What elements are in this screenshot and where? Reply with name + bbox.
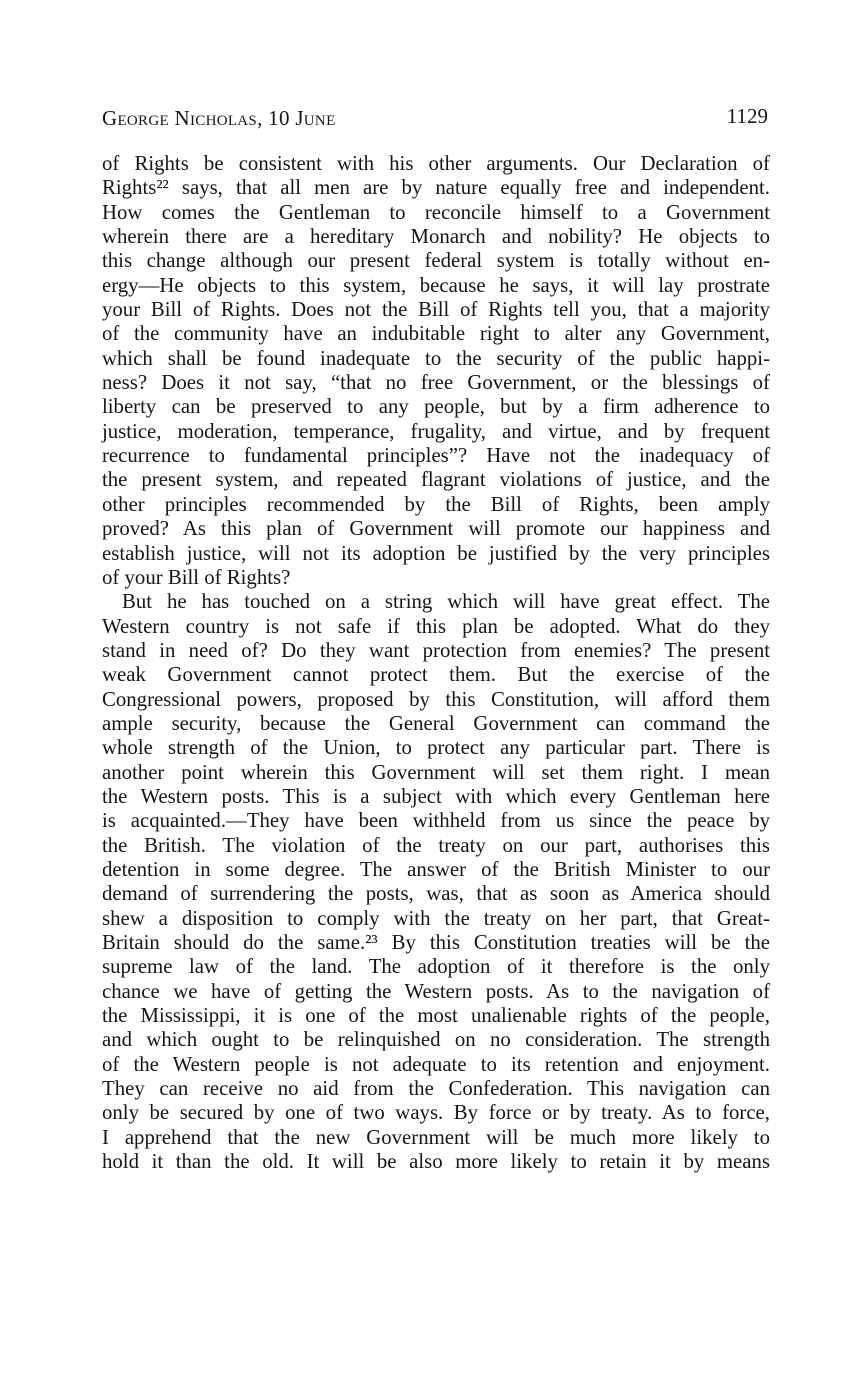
text-line: recurrence to fundamental principles”? Have not the inadequacy of xyxy=(102,444,770,468)
text-line: Congressional powers, proposed by this Constitution, will afford them xyxy=(102,687,770,711)
text-line: supreme law of the land. The adoption of it therefore is the only xyxy=(102,955,770,979)
paragraph-2 xyxy=(102,590,770,1174)
text-line: the Western posts. This is a subject with which every Gentleman here xyxy=(102,784,770,808)
text-line: Britain should do the same.²³ By this Constitution treaties will be the xyxy=(102,931,770,954)
text-line: of Rights be consistent with his other arguments. Our Declaration of xyxy=(102,152,770,175)
text-line: is acquainted.—They have been withheld from us since the peace by xyxy=(102,809,770,833)
text-line: this change although our present federal system is totally without en- xyxy=(102,249,770,273)
text-line: which shall be found inadequate to the security of the public happi- xyxy=(102,346,770,370)
text-line: Rights²² says, that all men are by nature equally free and independent. xyxy=(102,176,770,200)
body-text xyxy=(102,152,770,1174)
text-line: They can receive no aid from the Confederation. This navigation can xyxy=(102,1077,770,1101)
running-head xyxy=(102,106,768,136)
text-line: whole strength of the Union, to protect any particular part. There is xyxy=(102,736,770,760)
text-line: of the Western people is not adequate to its retention and enjoyment. xyxy=(102,1052,770,1076)
text-line: liberty can be preserved to any people, but by a firm adherence to xyxy=(102,395,770,419)
text-line: Western country is not safe if this plan be adopted. What do they xyxy=(102,614,770,638)
text-line: shew a disposition to comply with the treaty on her part, that Great- xyxy=(102,906,770,930)
text-line: and which ought to be relinquished on no consideration. The strength xyxy=(102,1028,770,1052)
text-line: your Bill of Rights. Does not the Bill of Rights tell you, that a majority xyxy=(102,298,770,322)
paragraph-1 xyxy=(102,152,770,590)
text-line: How comes the Gentleman to reconcile himself to a Government xyxy=(102,200,770,224)
page-number: 1129 xyxy=(726,104,768,128)
text-line: the British. The violation of the treaty on our part, authorises this xyxy=(102,833,770,857)
text-line: ness? Does it not say, “that no free Government, or the blessings of xyxy=(102,371,770,395)
text-line: hold it than the old. It will be also more likely to retain it by means xyxy=(102,1150,770,1174)
text-line: ergy—He objects to this system, because he says, it will lay prostrate xyxy=(102,273,770,297)
text-line: chance we have of getting the Western posts. As to the navigation of xyxy=(102,979,770,1003)
text-line: detention in some degree. The answer of the British Minister to our xyxy=(102,857,770,881)
text-line: weak Government cannot protect them. But the exercise of the xyxy=(102,663,770,687)
text-line: the Mississippi, it is one of the most unalienable rights of the people, xyxy=(102,1004,770,1028)
text-line: proved? As this plan of Government will promote our happiness and xyxy=(102,517,770,541)
text-line: justice, moderation, temperance, frugality, and virtue, and by frequent xyxy=(102,419,770,443)
text-line: of your Bill of Rights? xyxy=(102,565,291,589)
text-line: the present system, and repeated flagrant violations of justice, and the xyxy=(102,468,770,492)
text-line: other principles recommended by the Bill of Rights, been amply xyxy=(102,492,770,516)
text-line: I apprehend that the new Government will be much more likely to xyxy=(102,1125,770,1149)
text-line: of the community have an indubitable right to alter any Government, xyxy=(102,322,770,346)
text-line: wherein there are a hereditary Monarch and nobility? He objects to xyxy=(102,225,770,249)
text-line: another point wherein this Government will set them right. I mean xyxy=(102,760,770,784)
text-line: ample security, because the General Government can command the xyxy=(102,711,770,735)
text-line: establish justice, will not its adoption be justified by the very principles xyxy=(102,541,770,565)
running-title: George Nicholas, 10 June xyxy=(102,106,336,130)
text-line: only be secured by one of two ways. By force or by treaty. As to force, xyxy=(102,1101,770,1125)
text-line: demand of surrendering the posts, was, that as soon as America should xyxy=(102,882,770,906)
text-line: But he has touched on a string which will have great effect. The xyxy=(122,590,770,614)
text-line: stand in need of? Do they want protection from enemies? The present xyxy=(102,638,770,662)
